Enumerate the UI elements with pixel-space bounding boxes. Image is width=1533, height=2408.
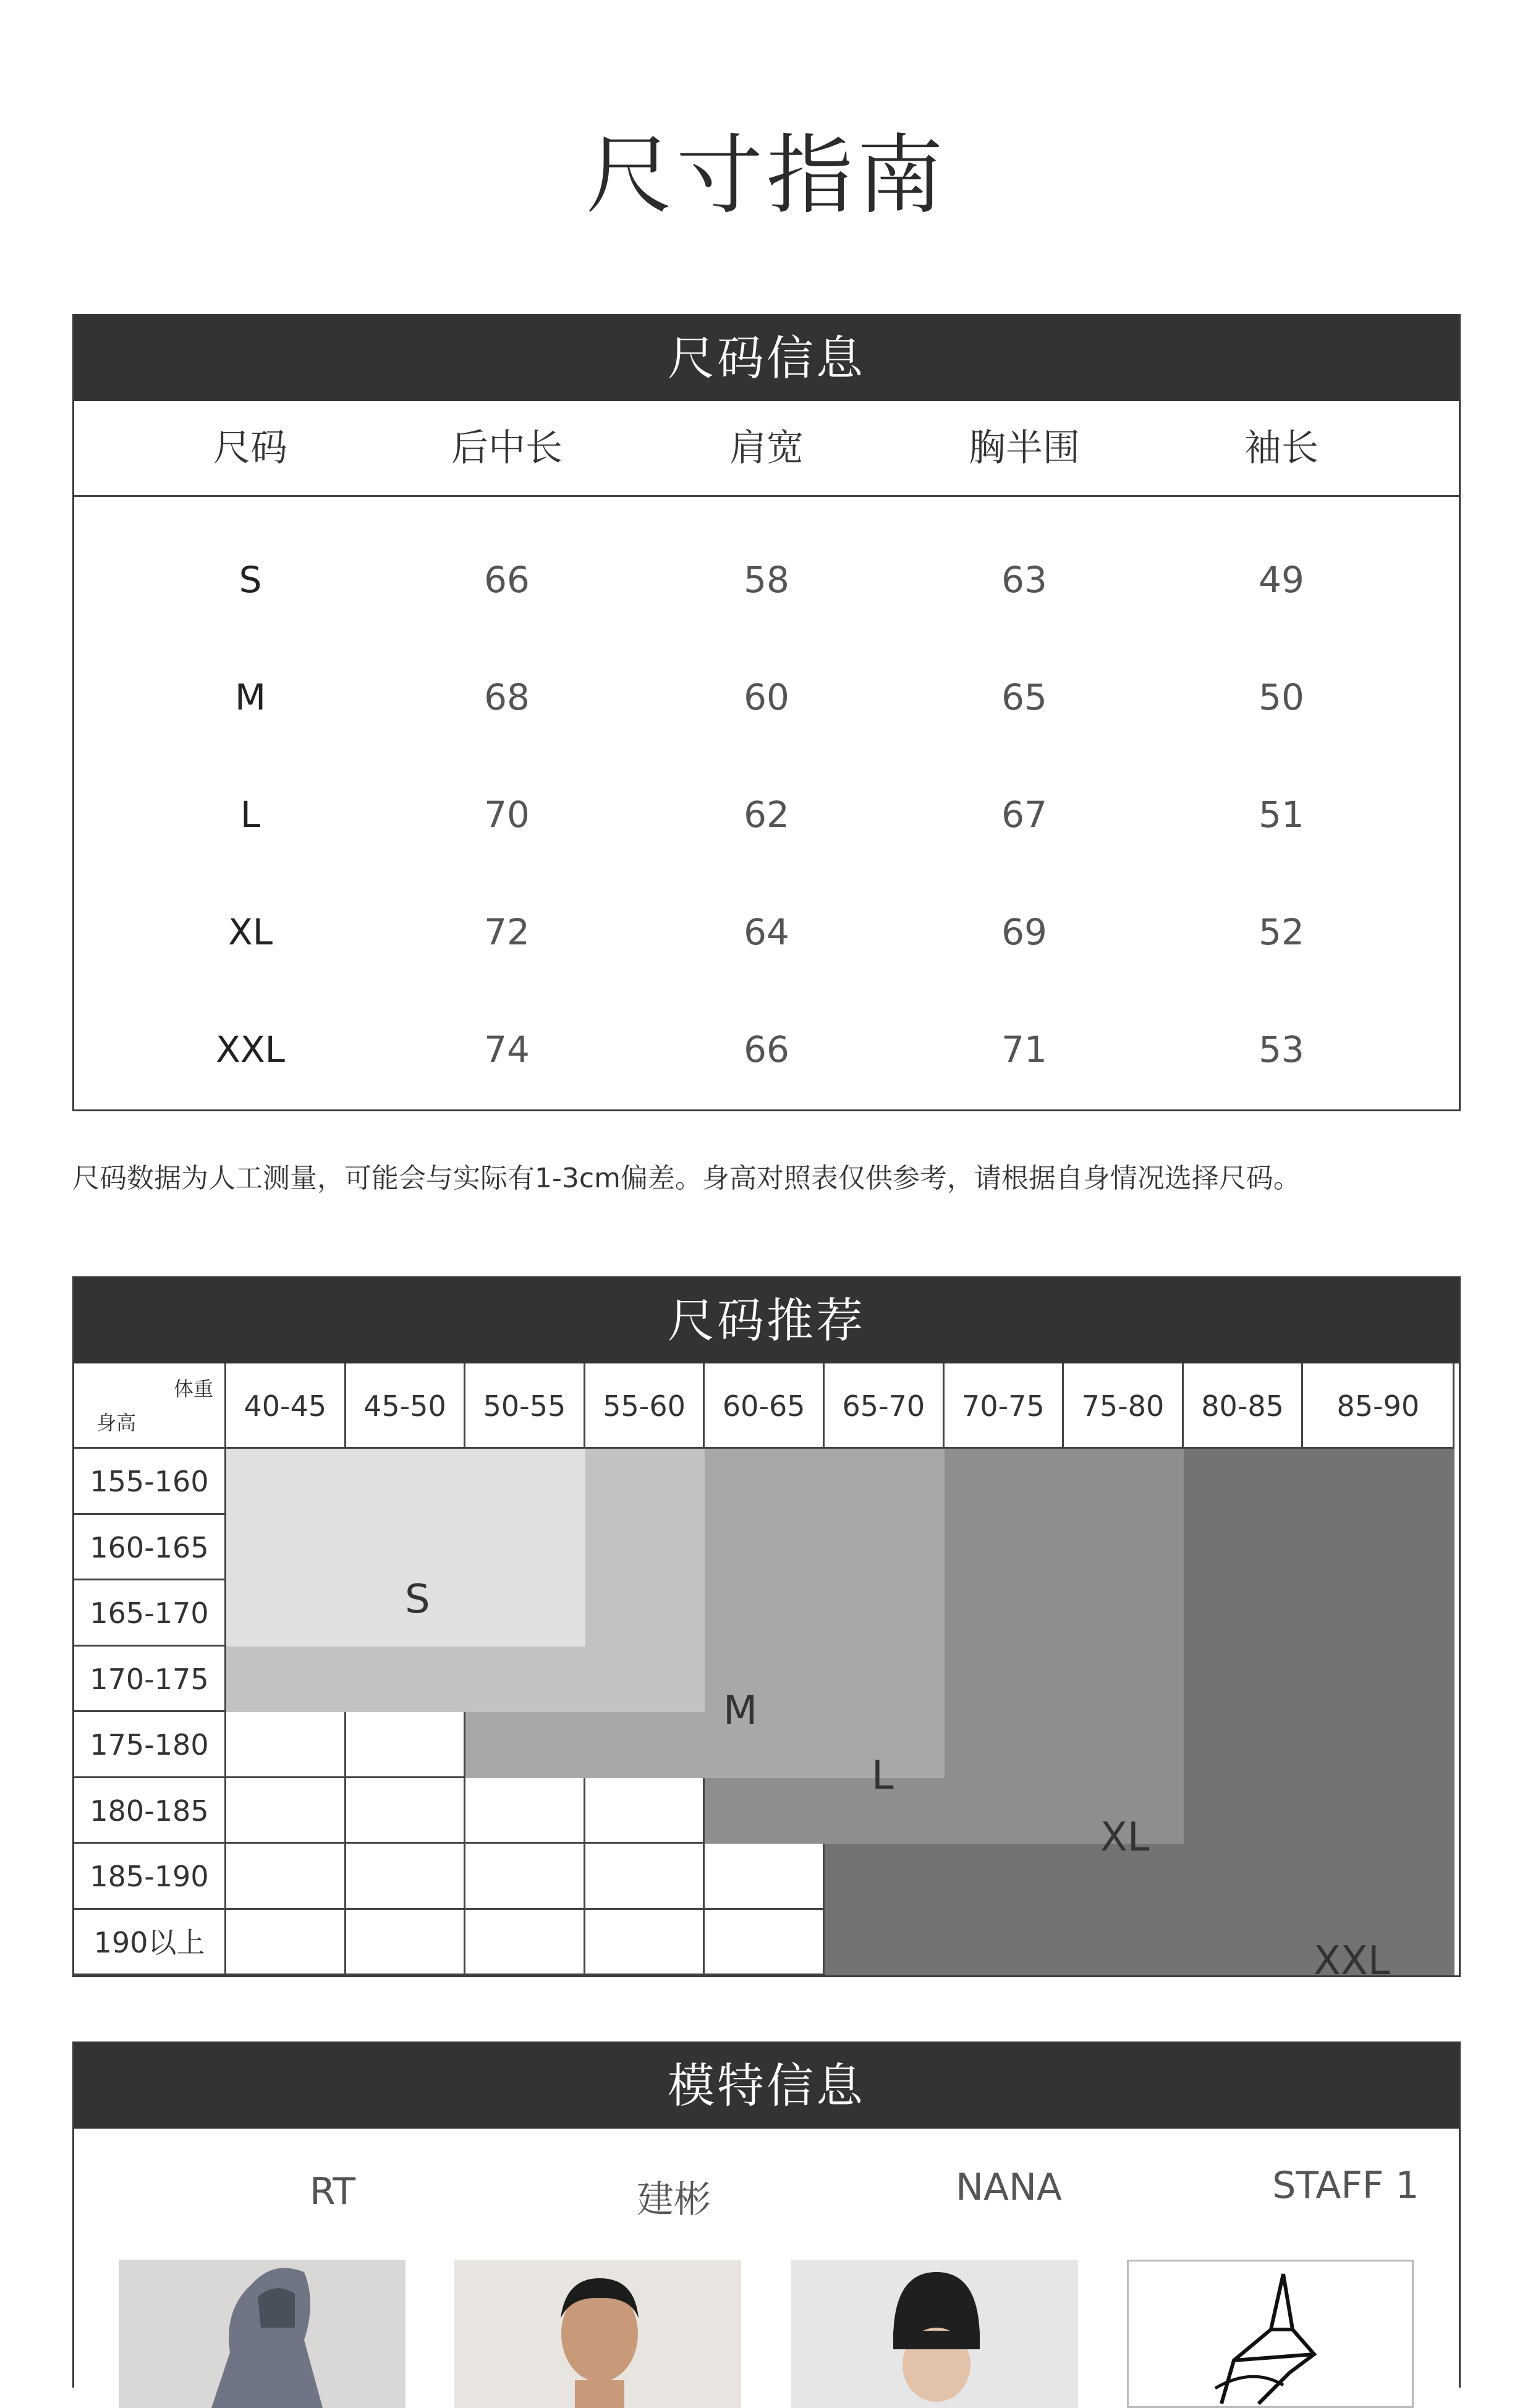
height-header-cell: 165-170 xyxy=(74,1580,226,1647)
size-zone-label: S xyxy=(405,1577,430,1622)
height-header-cell: 185-190 xyxy=(74,1844,226,1910)
value-cell: 68 xyxy=(484,676,530,718)
grid-cell xyxy=(585,1910,705,1976)
size-recommendation-table xyxy=(72,1276,1461,1984)
size-zone-label: L xyxy=(872,1753,894,1799)
model-photo-rt xyxy=(119,2260,406,2408)
value-cell: 65 xyxy=(1001,676,1047,718)
height-header-cell: 180-185 xyxy=(74,1778,226,1844)
model-name-staff1: STAFF 1 xyxy=(1272,2164,1419,2207)
grid-cell xyxy=(226,1844,346,1910)
value-cell: 64 xyxy=(744,911,789,953)
size-zone-xl xyxy=(705,1778,944,1844)
grid-cell xyxy=(465,1844,585,1910)
weight-header-cell: 60-65 xyxy=(705,1363,825,1449)
model-photo-nana xyxy=(791,2260,1078,2408)
height-header-cell: 160-165 xyxy=(74,1515,226,1581)
table-row xyxy=(74,756,1459,873)
column-header-chest: 胸半围 xyxy=(969,426,1080,470)
model-photo-staff1 xyxy=(1127,2260,1414,2408)
measurement-note: 尺码数据为人工测量，可能会与实际有1-3cm偏差。身高对照表仅供参考，请根据自身情况选择尺码。 xyxy=(72,1163,1301,1194)
value-cell: 49 xyxy=(1259,559,1304,601)
size-zone-label: M xyxy=(723,1688,758,1734)
grid-cell xyxy=(585,1844,705,1910)
grid-cell xyxy=(346,1778,466,1844)
weight-header-cell: 45-50 xyxy=(346,1363,466,1449)
corner-weight-label: 体重 xyxy=(173,1377,213,1401)
weight-header-cell: 75-80 xyxy=(1064,1363,1184,1449)
value-cell: 67 xyxy=(1001,794,1047,836)
recommendation-grid xyxy=(74,1363,1459,1984)
page-title: 尺寸指南 xyxy=(585,125,947,226)
value-cell: 50 xyxy=(1259,676,1304,718)
table-row xyxy=(74,638,1459,756)
corner-height-label: 身高 xyxy=(96,1411,137,1435)
model-name-nana: NANA xyxy=(956,2166,1062,2209)
size-cell: M xyxy=(234,676,266,718)
value-cell: 62 xyxy=(744,794,789,836)
grid-cell xyxy=(705,1844,825,1910)
weight-header-cell: 65-70 xyxy=(825,1363,945,1449)
grid-cell xyxy=(465,1778,585,1844)
size-cell: S xyxy=(239,559,262,601)
height-header-cell: 190以上 xyxy=(74,1910,226,1976)
grid-cell xyxy=(226,1778,346,1844)
value-cell: 74 xyxy=(484,1028,530,1070)
value-cell: 66 xyxy=(484,559,530,601)
size-cell: XXL xyxy=(216,1028,285,1070)
size-zone-label: XXL xyxy=(1314,1938,1390,1984)
weight-height-corner-cell xyxy=(74,1363,226,1449)
table-row xyxy=(74,521,1459,638)
size-zone-l xyxy=(465,1712,705,1778)
value-cell: 72 xyxy=(484,911,530,953)
size-zone-m xyxy=(226,1647,585,1713)
table-row xyxy=(74,873,1459,991)
grid-cell xyxy=(465,1910,585,1976)
weight-header-cell: 70-75 xyxy=(945,1363,1064,1449)
grid-cell xyxy=(346,1712,466,1778)
grid-cell xyxy=(226,1910,346,1976)
grid-cell xyxy=(226,1712,346,1778)
size-info-table xyxy=(72,314,1461,1111)
grid-cell xyxy=(705,1910,825,1976)
size-cell: XL xyxy=(227,911,273,953)
size-zone-m xyxy=(585,1449,705,1712)
column-header-size: 尺码 xyxy=(213,426,287,470)
weight-header-cell: 85-90 xyxy=(1303,1363,1454,1449)
column-header-back-length: 后中长 xyxy=(451,426,563,470)
size-zone-xxl xyxy=(825,1844,1184,1975)
grid-cell xyxy=(346,1910,466,1976)
value-cell: 52 xyxy=(1259,911,1304,953)
size-zone-xxl xyxy=(1184,1449,1455,1975)
height-header-cell: 175-180 xyxy=(74,1712,226,1778)
value-cell: 63 xyxy=(1001,559,1047,601)
size-info-header: 尺码信息 xyxy=(74,316,1459,401)
weight-header-cell: 80-85 xyxy=(1184,1363,1304,1449)
weight-header-cell: 40-45 xyxy=(226,1363,346,1449)
column-header-sleeve: 袖长 xyxy=(1244,426,1319,470)
model-info-header: 模特信息 xyxy=(74,2043,1459,2129)
size-info-column-headers xyxy=(74,401,1459,497)
model-name-jianbin: 建彬 xyxy=(637,2178,711,2221)
weight-header-cell: 50-55 xyxy=(465,1363,585,1449)
value-cell: 71 xyxy=(1001,1028,1047,1070)
value-cell: 70 xyxy=(484,794,530,836)
size-cell: L xyxy=(240,794,261,836)
size-zone-label: XL xyxy=(1100,1815,1150,1860)
value-cell: 53 xyxy=(1259,1028,1304,1070)
value-cell: 58 xyxy=(744,559,789,601)
model-name-rt: RT xyxy=(310,2170,355,2213)
column-header-shoulder: 肩宽 xyxy=(729,426,804,470)
size-recommendation-header: 尺码推荐 xyxy=(74,1278,1459,1363)
value-cell: 69 xyxy=(1001,911,1047,953)
weight-header-cell: 55-60 xyxy=(585,1363,705,1449)
model-info-section xyxy=(72,2041,1461,2388)
value-cell: 66 xyxy=(744,1028,789,1070)
value-cell: 60 xyxy=(744,676,789,718)
value-cell: 51 xyxy=(1259,794,1304,836)
size-zone-xl xyxy=(945,1449,1184,1844)
model-photo-jianbin xyxy=(454,2260,741,2408)
grid-cell xyxy=(585,1778,705,1844)
height-header-cell: 155-160 xyxy=(74,1449,226,1515)
grid-cell xyxy=(346,1844,466,1910)
table-row xyxy=(74,991,1459,1108)
height-header-cell: 170-175 xyxy=(74,1647,226,1713)
